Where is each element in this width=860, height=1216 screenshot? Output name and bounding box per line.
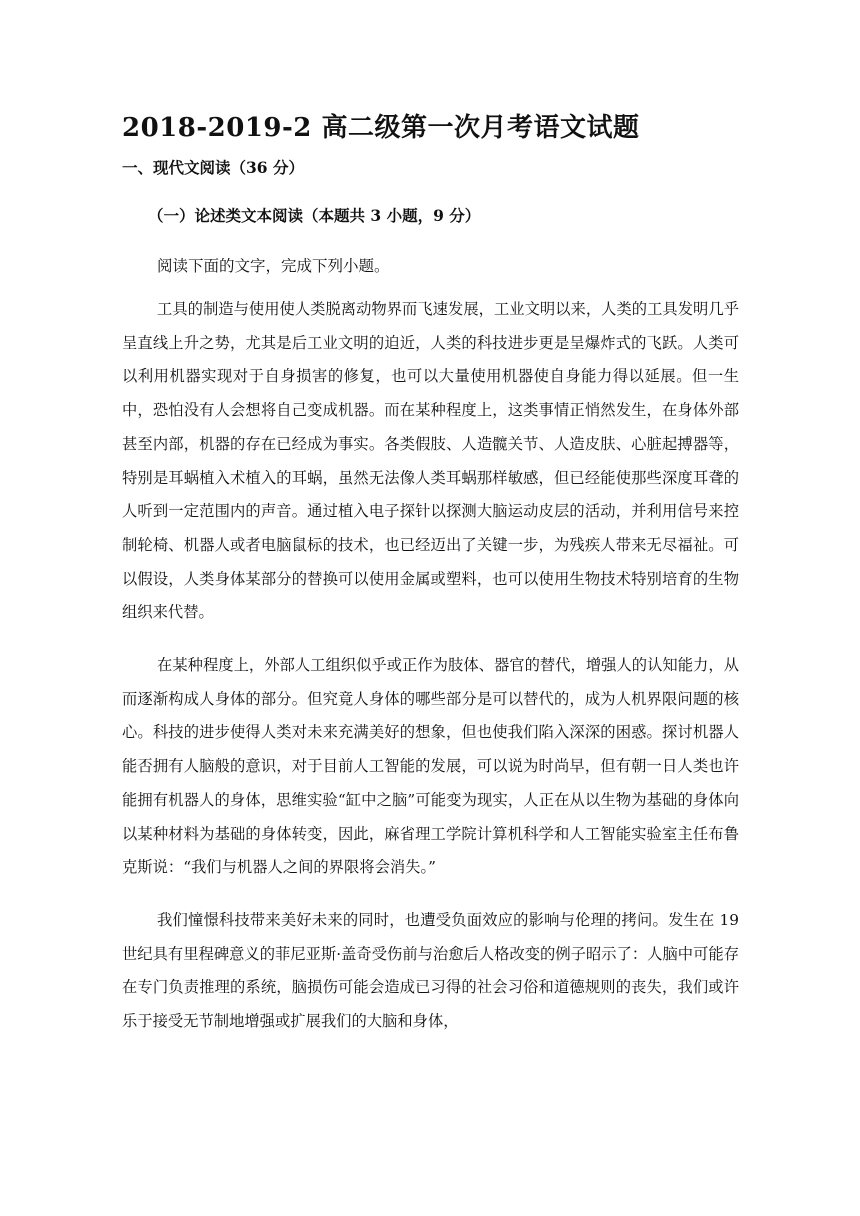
- reading-instruction: 阅读下面的文字，完成下列小题。: [157, 257, 390, 275]
- paragraph-1: 工具的制造与使用使人类脱离动物界而飞速发展，工业文明以来，人类的工具发明几乎呈直线上升之势，尤其是后工业文明的迫近，人类的科技进步更是呈爆炸式的飞跃。人类可以利用机器实现对于自身损害的修复，也可以大量使用机器使自身能力得以延展。但一生中，恐怕没有人会想将自己变成机器。而在某种程度上，这类事情正悄然发生，在身体外部甚至内部，机器的存在已经成为事实。各类假肢、人造髋关节、人造皮肤、心脏起搏器等，特别是耳蜗植入术植入的耳蜗，虽然无法像人类耳蜗那样敏感，但已经能使那些深度耳聋的人听到一定范围内的声音。通过植入电子探针以探测大脑运动皮层的活动，并利用信号来控制轮椅、机器人或者电脑鼠标的技术，也已经迈出了关键一步，为残疾人带来无尽福祉。可以假设，人类身体某部分的替换可以使用金属或塑料，也可以使用生物技术特别培育的生物组织来代替。: [122, 300, 739, 622]
- exam-title: 2018-2019-2 高二级第一次月考语文试题: [122, 113, 640, 143]
- subsection-heading: （一）论述类文本阅读（本题共 3 小题，9 分）: [148, 206, 481, 225]
- paragraph-2: 在某种程度上，外部人工组织似乎或正作为肢体、器官的替代，增强人的认知能力，从而逐渐构成人身体的部分。但究竟人身体的哪些部分是可以替代的，成为人机界限问题的核心。科技的进步使得人类对未来充满美好的想象，但也使我们陷入深深的困惑。探讨机器人能否拥有人脑般的意识，对于目前人工智能的发展，可以说为时尚早，但有朝一日人类也许能拥有机器人的身体，思维实验“缸中之脑”可能变为现实，人正在从以生物为基础的身体向以某种材料为基础的身体转变，因此，麻省理工学院计算机科学和人工智能实验室主任布鲁克斯说：“我们与机器人之间的界限将会消失。”: [122, 656, 739, 877]
- article-body: [122, 293, 739, 1058]
- paragraph-3: 我们憧憬科技带来美好未来的同时，也遭受负面效应的影响与伦理的拷问。发生在 19 世纪具有里程碑意义的菲尼亚斯·盖奇受伤前与治愈后人格改变的例子昭示了：人脑中可能存在专门负责推理的系统，脑损伤可能会造成已习得的社会习俗和道德规则的丧失，我们或许乐于接受无节制地增强或扩展我们的大脑和身体，: [122, 910, 739, 1031]
- section-heading: 一、现代文阅读（36 分）: [122, 158, 304, 177]
